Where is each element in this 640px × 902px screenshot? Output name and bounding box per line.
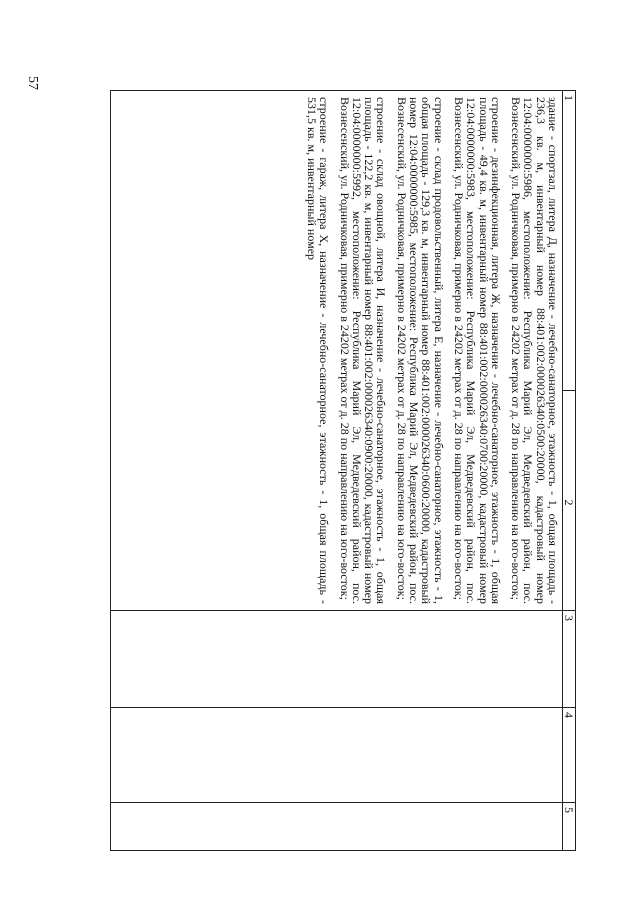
col-3-cell (111, 611, 563, 708)
col-header-1: 1 (563, 91, 576, 391)
records-cell (111, 91, 563, 611)
content-row (111, 91, 563, 851)
property-table (110, 90, 576, 851)
record-dezinfektsionnaya: строение - дезинфекционная, литера Ж, назначение - лечебно-санаторное, этажность - 1, общая площадь - 49,4 кв. м, инвентарный номер 88:401:002:000026340:0700:20000, кадастровый номер 12:04:0000000:5983, местоположение: Республика Марий Эл, Медведевский район, пос. Вознесенский, ул. Родничковая, примерно в 24202 метрах от д. 28 по направлению на юго-восток; (451, 97, 503, 604)
rotated-table-container (110, 90, 576, 850)
record-sklad-ovoshchnoy: строение - склад овощной, литера И, назначение - лечебно-санаторное, этажность - 1, общая площадь - 122,2 кв. м, инвентарный номер 88:401:002:000026340:0900:20000, кадастровый номер 12:04:0000000:5992, местоположение: Республика Марий Эл, Медведевский район, пос. Вознесенский, ул. Родничковая, примерно в 24202 метрах от д. 28 по направлению на юго-восток; (337, 97, 389, 604)
col-header-5: 5 (563, 803, 576, 851)
col-header-4: 4 (563, 708, 576, 803)
header-row (563, 91, 576, 851)
col-4-cell (111, 708, 563, 803)
record-sklad-prodovolstvenny: строение - склад продовольственный, литера Е, назначение - лечебно-санаторное, этажность - 1, общая площадь - 129,3 кв. м, инвентарный номер 88:401:002:000026340:0600:20000, кадастровый номер 12:04:0000000:5985, местоположение: Республика Марий Эл, Медведевский район, пос. Вознесенский, ул. Родничковая, примерно в 24202 метрах от д. 28 по направлению на юго-восток; (394, 97, 446, 604)
col-header-3: 3 (563, 611, 576, 708)
col-header-2: 2 (563, 391, 576, 611)
record-garazh: строение - гараж, литера Х, назначение - лечебно-санаторное, этажность - 1, общая площадь - 531,5 кв. м, инвентарный номер (304, 97, 332, 604)
col-5-cell (111, 803, 563, 851)
page-number: 57 (25, 76, 40, 90)
record-sportzal: здание - спортзал, литера Д, назначение - лечебно-санаторное, этажность - 1, общая площадь - 236,3 кв. м, инвентарный номер 88:401:002:000026340:0500:20000, кадастровый номер 12:04:0000000:5986, местоположение: Республика Марий Эл, Медведевский район, пос. Вознесенский, ул. Родничковая, примерно в 24202 метрах от д. 28 по направлению на юго-восток; (509, 97, 560, 604)
